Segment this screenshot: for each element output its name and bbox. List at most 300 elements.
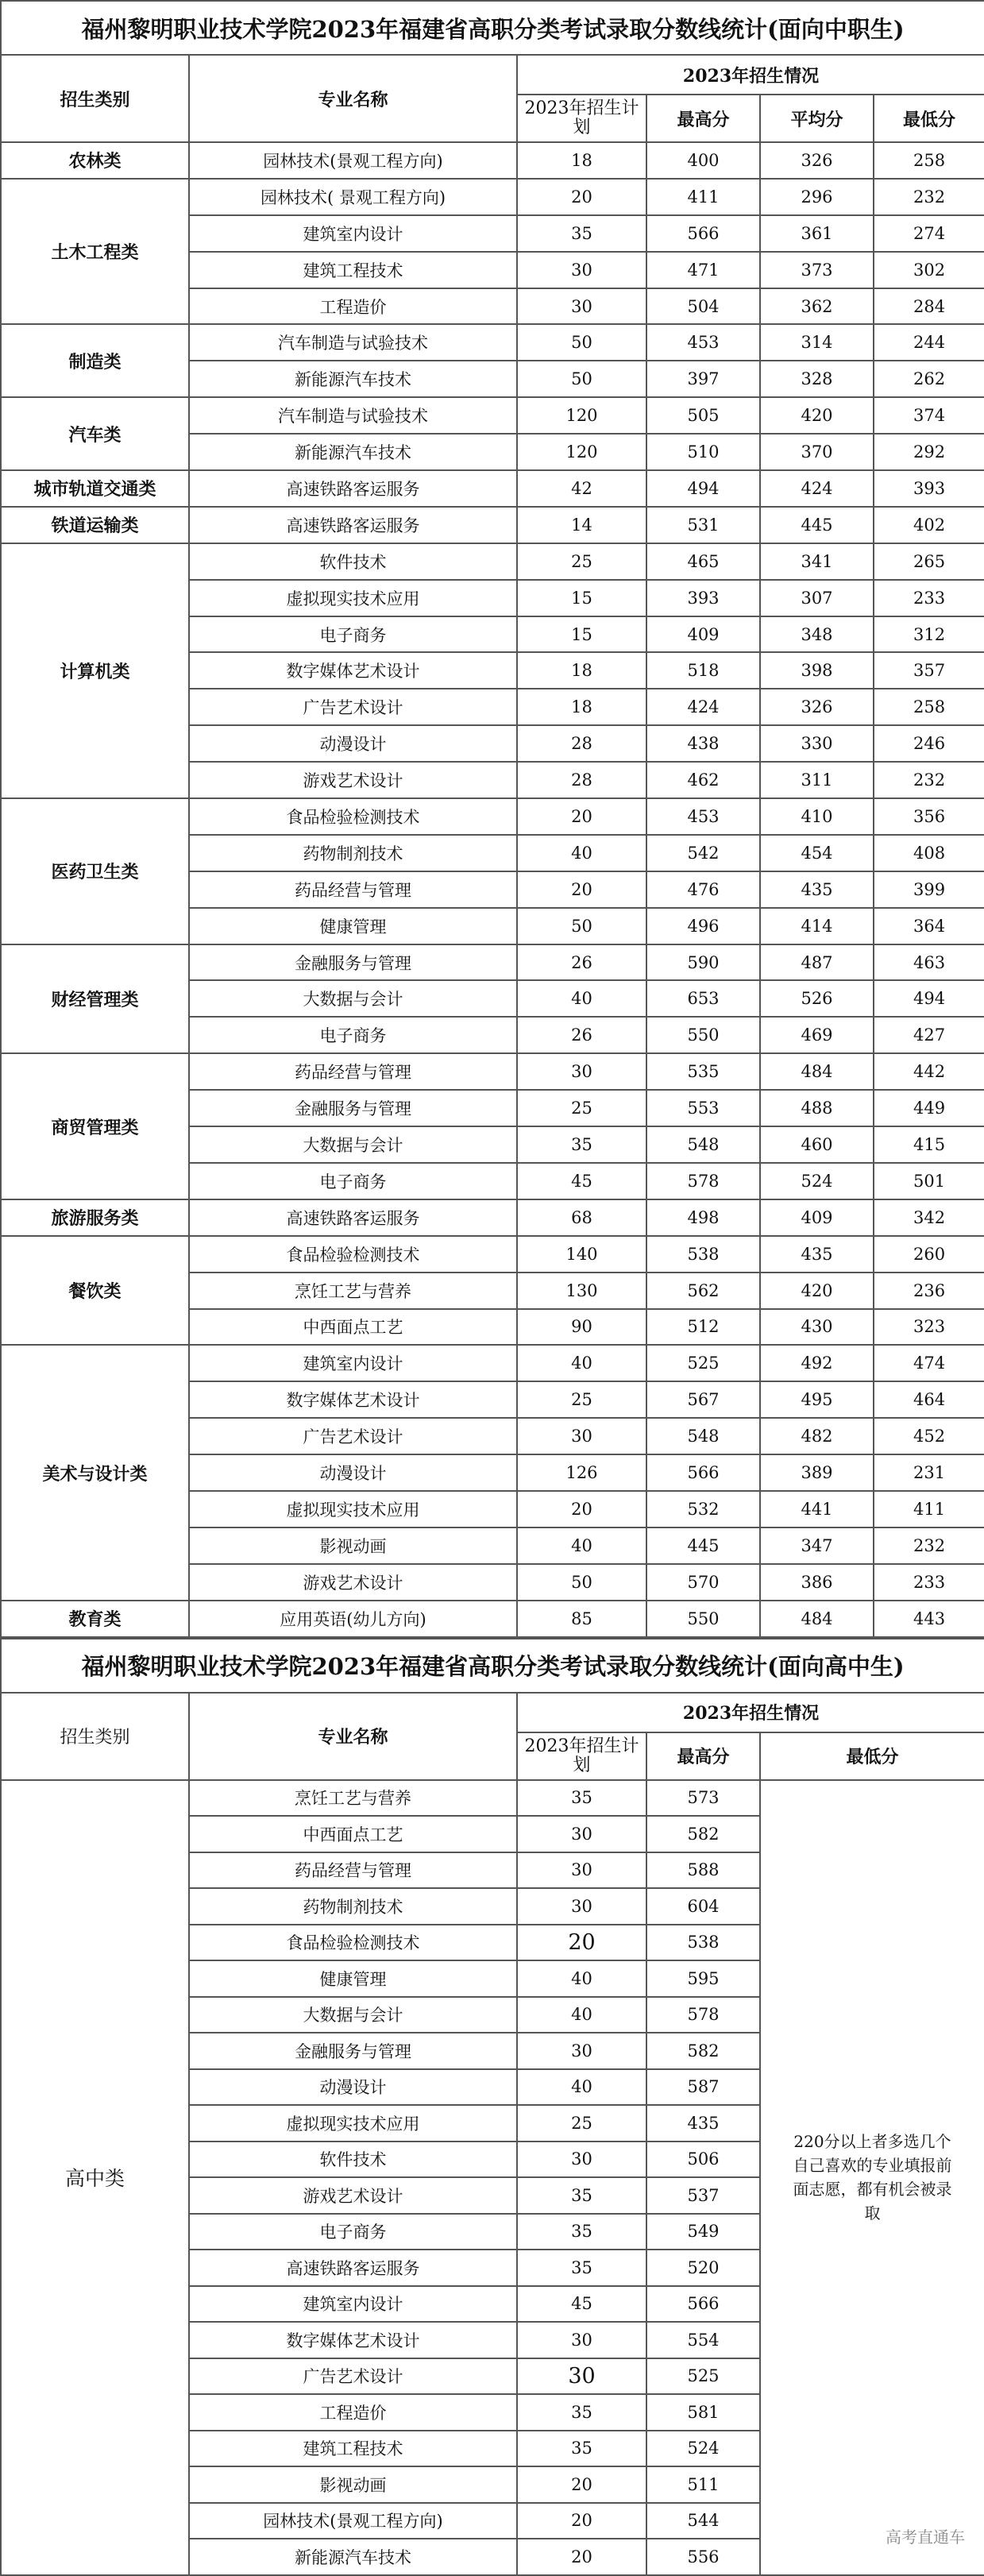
plan-cell: 50 xyxy=(517,361,646,397)
plan-cell: 40 xyxy=(517,835,646,871)
max-score-cell: 548 xyxy=(646,1418,760,1454)
major-cell: 园林技术( 景观工程方向) xyxy=(189,179,517,215)
min-score-cell: 399 xyxy=(874,871,984,908)
plan-cell: 40 xyxy=(517,2069,646,2106)
category-cell: 高中类 xyxy=(1,1780,189,2575)
plan-cell: 15 xyxy=(517,580,646,616)
avg-score-cell: 307 xyxy=(760,580,874,616)
major-cell: 园林技术(景观工程方向) xyxy=(189,2503,517,2539)
plan-cell: 50 xyxy=(517,908,646,944)
plan-cell: 126 xyxy=(517,1454,646,1491)
max-score-cell: 524 xyxy=(646,2431,760,2467)
min-score-cell: 415 xyxy=(874,1126,984,1163)
plan-cell: 15 xyxy=(517,616,646,653)
max-score-cell: 537 xyxy=(646,2177,760,2214)
major-cell: 汽车制造与试验技术 xyxy=(189,397,517,434)
major-cell: 建筑室内设计 xyxy=(189,1345,517,1381)
max-score-cell: 400 xyxy=(646,142,760,179)
avg-score-cell: 341 xyxy=(760,543,874,580)
min-score-cell: 312 xyxy=(874,616,984,653)
category-cell: 城市轨道交通类 xyxy=(1,470,189,507)
avg-score-cell: 524 xyxy=(760,1163,874,1199)
max-score-cell: 578 xyxy=(646,1163,760,1199)
major-cell: 高速铁路客运服务 xyxy=(189,470,517,507)
plan-cell: 30 xyxy=(517,2142,646,2178)
plan-cell: 25 xyxy=(517,1090,646,1126)
plan-cell: 28 xyxy=(517,725,646,762)
avg-score-cell: 361 xyxy=(760,215,874,252)
avg-score-cell: 409 xyxy=(760,1199,874,1236)
max-score-cell: 588 xyxy=(646,1852,760,1889)
major-cell: 大数据与会计 xyxy=(189,1126,517,1163)
max-score-cell: 498 xyxy=(646,1199,760,1236)
table-row xyxy=(1,179,984,215)
major-cell: 药品经营与管理 xyxy=(189,1053,517,1090)
min-score-cell: 464 xyxy=(874,1381,984,1418)
plan-cell: 35 xyxy=(517,2250,646,2286)
min-score-cell: 427 xyxy=(874,1017,984,1053)
major-cell: 烹饪工艺与营养 xyxy=(189,1780,517,1817)
max-score-cell: 535 xyxy=(646,1053,760,1090)
major-cell: 广告艺术设计 xyxy=(189,2358,517,2395)
table-row xyxy=(1,1053,984,1090)
min-score-cell: 233 xyxy=(874,1564,984,1601)
avg-score-cell: 314 xyxy=(760,324,874,361)
avg-score-cell: 348 xyxy=(760,616,874,653)
max-score-cell: 397 xyxy=(646,361,760,397)
plan-cell: 45 xyxy=(517,1163,646,1199)
max-score-cell: 471 xyxy=(646,252,760,288)
major-cell: 软件技术 xyxy=(189,543,517,580)
max-score-cell: 494 xyxy=(646,470,760,507)
plan-cell: 30 xyxy=(517,2322,646,2358)
plan-cell: 140 xyxy=(517,1236,646,1273)
max-score-cell: 538 xyxy=(646,1925,760,1961)
major-cell: 工程造价 xyxy=(189,2394,517,2431)
max-score-cell: 556 xyxy=(646,2539,760,2575)
max-score-cell: 453 xyxy=(646,798,760,835)
min-score-cell: 463 xyxy=(874,944,984,981)
avg-score-cell: 410 xyxy=(760,798,874,835)
score-table-highschool xyxy=(0,1638,984,2576)
plan-cell: 35 xyxy=(517,215,646,252)
min-score-cell: 449 xyxy=(874,1090,984,1126)
major-cell: 广告艺术设计 xyxy=(189,1418,517,1454)
major-cell: 数字媒体艺术设计 xyxy=(189,2322,517,2358)
max-score-cell: 570 xyxy=(646,1564,760,1601)
avg-score-cell: 326 xyxy=(760,142,874,179)
major-cell: 金融服务与管理 xyxy=(189,1090,517,1126)
major-cell: 数字媒体艺术设计 xyxy=(189,652,517,689)
category-cell: 农林类 xyxy=(1,142,189,179)
plan-cell: 26 xyxy=(517,1017,646,1053)
avg-score-cell: 460 xyxy=(760,1126,874,1163)
min-score-cell: 284 xyxy=(874,288,984,325)
major-cell: 建筑工程技术 xyxy=(189,2431,517,2467)
max-score-cell: 496 xyxy=(646,908,760,944)
plan-cell: 35 xyxy=(517,2431,646,2467)
plan-cell: 120 xyxy=(517,434,646,470)
category-cell: 汽车类 xyxy=(1,397,189,470)
max-score-cell: 538 xyxy=(646,1236,760,1273)
min-score-cell: 232 xyxy=(874,179,984,215)
plan-cell: 20 xyxy=(517,1491,646,1527)
major-cell: 高速铁路客运服务 xyxy=(189,1199,517,1236)
major-cell: 新能源汽车技术 xyxy=(189,434,517,470)
major-cell: 大数据与会计 xyxy=(189,980,517,1017)
table-row xyxy=(1,1236,984,1273)
min-score-cell: 356 xyxy=(874,798,984,835)
max-score-cell: 554 xyxy=(646,2322,760,2358)
major-cell: 食品检验检测技术 xyxy=(189,1925,517,1961)
max-score-cell: 505 xyxy=(646,397,760,434)
plan-cell: 40 xyxy=(517,1345,646,1381)
max-score-cell: 544 xyxy=(646,2503,760,2539)
avg-score-cell: 526 xyxy=(760,980,874,1017)
max-score-cell: 548 xyxy=(646,1126,760,1163)
min-score-cell: 274 xyxy=(874,215,984,252)
table-row xyxy=(1,1601,984,1637)
major-cell: 虚拟现实技术应用 xyxy=(189,580,517,616)
plan-cell: 40 xyxy=(517,1997,646,2033)
category-cell: 财经管理类 xyxy=(1,944,189,1054)
max-score-cell: 520 xyxy=(646,2250,760,2286)
avg-score-cell: 370 xyxy=(760,434,874,470)
major-cell: 汽车制造与试验技术 xyxy=(189,324,517,361)
min-score-cell: 452 xyxy=(874,1418,984,1454)
table-row xyxy=(1,470,984,507)
max-score-cell: 553 xyxy=(646,1090,760,1126)
plan-cell: 30 xyxy=(517,2033,646,2069)
major-cell: 园林技术(景观工程方向) xyxy=(189,142,517,179)
category-cell: 教育类 xyxy=(1,1601,189,1637)
major-cell: 健康管理 xyxy=(189,908,517,944)
avg-score-cell: 430 xyxy=(760,1309,874,1346)
category-cell: 美术与设计类 xyxy=(1,1345,189,1600)
plan-cell: 40 xyxy=(517,980,646,1017)
category-cell: 计算机类 xyxy=(1,543,189,798)
category-cell: 旅游服务类 xyxy=(1,1199,189,1236)
avg-score-cell: 435 xyxy=(760,871,874,908)
major-cell: 药物制剂技术 xyxy=(189,835,517,871)
header-category: 招生类别 xyxy=(1,55,189,142)
min-score-cell: 233 xyxy=(874,580,984,616)
major-cell: 新能源汽车技术 xyxy=(189,2539,517,2575)
max-score-cell: 518 xyxy=(646,652,760,689)
avg-score-cell: 414 xyxy=(760,908,874,944)
plan-cell: 50 xyxy=(517,324,646,361)
min-score-cell: 302 xyxy=(874,252,984,288)
min-score-cell: 323 xyxy=(874,1309,984,1346)
header-max: 最高分 xyxy=(646,95,760,142)
category-cell: 商贸管理类 xyxy=(1,1053,189,1199)
avg-score-cell: 469 xyxy=(760,1017,874,1053)
table-row xyxy=(1,798,984,835)
min-score-cell: 364 xyxy=(874,908,984,944)
min-score-cell: 258 xyxy=(874,689,984,725)
max-score-cell: 438 xyxy=(646,725,760,762)
plan-cell: 130 xyxy=(517,1273,646,1309)
plan-cell: 18 xyxy=(517,652,646,689)
max-score-cell: 604 xyxy=(646,1888,760,1925)
max-score-cell: 582 xyxy=(646,2033,760,2069)
min-score-cell: 357 xyxy=(874,652,984,689)
plan-cell: 85 xyxy=(517,1601,646,1637)
plan-cell: 20 xyxy=(517,179,646,215)
plan-cell: 45 xyxy=(517,2286,646,2323)
max-score-cell: 411 xyxy=(646,179,760,215)
avg-score-cell: 311 xyxy=(760,762,874,798)
plan-cell: 30 xyxy=(517,1852,646,1889)
max-score-cell: 582 xyxy=(646,1816,760,1852)
avg-score-cell: 424 xyxy=(760,470,874,507)
category-cell: 铁道运输类 xyxy=(1,507,189,543)
max-score-cell: 393 xyxy=(646,580,760,616)
header-min: 最低分 xyxy=(874,95,984,142)
min-score-cell: 501 xyxy=(874,1163,984,1199)
avg-score-cell: 328 xyxy=(760,361,874,397)
avg-score-cell: 420 xyxy=(760,397,874,434)
avg-score-cell: 441 xyxy=(760,1491,874,1527)
header-group: 2023年招生情况 xyxy=(517,55,984,95)
max-score-cell: 424 xyxy=(646,689,760,725)
avg-score-cell: 373 xyxy=(760,252,874,288)
avg-score-cell: 362 xyxy=(760,288,874,325)
max-score-cell: 566 xyxy=(646,1454,760,1491)
avg-score-cell: 386 xyxy=(760,1564,874,1601)
header-min: 最低分 xyxy=(760,1732,984,1780)
min-score-note: 220分以上者多选几个自己喜欢的专业填报前面志愿，都有机会被录取 xyxy=(760,1780,984,2575)
plan-cell: 20 xyxy=(517,2503,646,2539)
min-score-cell: 246 xyxy=(874,725,984,762)
plan-cell: 20 xyxy=(517,798,646,835)
max-score-cell: 566 xyxy=(646,215,760,252)
plan-cell: 90 xyxy=(517,1309,646,1346)
plan-cell: 18 xyxy=(517,689,646,725)
max-score-cell: 512 xyxy=(646,1309,760,1346)
major-cell: 电子商务 xyxy=(189,1163,517,1199)
header-avg: 平均分 xyxy=(760,95,874,142)
major-cell: 大数据与会计 xyxy=(189,1997,517,2033)
max-score-cell: 581 xyxy=(646,2394,760,2431)
header-major: 专业名称 xyxy=(189,55,517,142)
category-cell: 医药卫生类 xyxy=(1,798,189,944)
plan-cell: 30 xyxy=(517,252,646,288)
avg-score-cell: 389 xyxy=(760,1454,874,1491)
major-cell: 游戏艺术设计 xyxy=(189,2177,517,2214)
plan-cell: 40 xyxy=(517,1960,646,1997)
min-score-cell: 342 xyxy=(874,1199,984,1236)
max-score-cell: 511 xyxy=(646,2466,760,2503)
plan-cell: 20 xyxy=(517,871,646,908)
major-cell: 广告艺术设计 xyxy=(189,689,517,725)
plan-cell: 20 xyxy=(517,2466,646,2503)
major-cell: 药物制剂技术 xyxy=(189,1888,517,1925)
max-score-cell: 445 xyxy=(646,1527,760,1564)
min-score-cell: 244 xyxy=(874,324,984,361)
min-score-cell: 236 xyxy=(874,1273,984,1309)
max-score-cell: 435 xyxy=(646,2105,760,2142)
avg-score-cell: 482 xyxy=(760,1418,874,1454)
max-score-cell: 409 xyxy=(646,616,760,653)
plan-cell: 50 xyxy=(517,1564,646,1601)
major-cell: 金融服务与管理 xyxy=(189,2033,517,2069)
table-row xyxy=(1,543,984,580)
plan-cell: 30 xyxy=(517,1418,646,1454)
plan-cell: 30 xyxy=(517,1053,646,1090)
avg-score-cell: 326 xyxy=(760,689,874,725)
plan-cell: 28 xyxy=(517,762,646,798)
major-cell: 游戏艺术设计 xyxy=(189,1564,517,1601)
table2-title: 福州黎明职业技术学院2023年福建省高职分类考试录取分数线统计(面向高中生) xyxy=(1,1639,984,1693)
avg-score-cell: 488 xyxy=(760,1090,874,1126)
major-cell: 应用英语(幼儿方向) xyxy=(189,1601,517,1637)
major-cell: 影视动画 xyxy=(189,2466,517,2503)
major-cell: 烹饪工艺与营养 xyxy=(189,1273,517,1309)
max-score-cell: 562 xyxy=(646,1273,760,1309)
plan-cell: 35 xyxy=(517,2214,646,2250)
table-row xyxy=(1,142,984,179)
table-row xyxy=(1,507,984,543)
min-score-cell: 402 xyxy=(874,507,984,543)
min-score-cell: 231 xyxy=(874,1454,984,1491)
plan-cell: 30 xyxy=(517,2358,646,2395)
plan-cell: 30 xyxy=(517,288,646,325)
avg-score-cell: 435 xyxy=(760,1236,874,1273)
avg-score-cell: 484 xyxy=(760,1053,874,1090)
major-cell: 新能源汽车技术 xyxy=(189,361,517,397)
min-score-cell: 494 xyxy=(874,980,984,1017)
max-score-cell: 573 xyxy=(646,1780,760,1817)
major-cell: 电子商务 xyxy=(189,1017,517,1053)
avg-score-cell: 484 xyxy=(760,1601,874,1637)
max-score-cell: 578 xyxy=(646,1997,760,2033)
table-row xyxy=(1,324,984,361)
min-score-cell: 232 xyxy=(874,1527,984,1564)
min-score-cell: 474 xyxy=(874,1345,984,1381)
major-cell: 建筑室内设计 xyxy=(189,2286,517,2323)
max-score-cell: 462 xyxy=(646,762,760,798)
major-cell: 电子商务 xyxy=(189,616,517,653)
table-row xyxy=(1,1199,984,1236)
min-score-cell: 411 xyxy=(874,1491,984,1527)
min-score-cell: 393 xyxy=(874,470,984,507)
major-cell: 游戏艺术设计 xyxy=(189,762,517,798)
major-cell: 软件技术 xyxy=(189,2142,517,2178)
major-cell: 虚拟现实技术应用 xyxy=(189,1491,517,1527)
max-score-cell: 453 xyxy=(646,324,760,361)
plan-cell: 14 xyxy=(517,507,646,543)
min-score-cell: 232 xyxy=(874,762,984,798)
plan-cell: 18 xyxy=(517,142,646,179)
plan-cell: 40 xyxy=(517,1527,646,1564)
avg-score-cell: 296 xyxy=(760,179,874,215)
avg-score-cell: 454 xyxy=(760,835,874,871)
plan-cell: 30 xyxy=(517,1888,646,1925)
plan-cell: 35 xyxy=(517,2177,646,2214)
min-score-cell: 262 xyxy=(874,361,984,397)
major-cell: 建筑室内设计 xyxy=(189,215,517,252)
major-cell: 电子商务 xyxy=(189,2214,517,2250)
max-score-cell: 549 xyxy=(646,2214,760,2250)
category-cell: 餐饮类 xyxy=(1,1236,189,1346)
plan-cell: 35 xyxy=(517,2394,646,2431)
table-row xyxy=(1,1780,984,1817)
table-row xyxy=(1,944,984,981)
max-score-cell: 590 xyxy=(646,944,760,981)
major-cell: 药品经营与管理 xyxy=(189,1852,517,1889)
avg-score-cell: 398 xyxy=(760,652,874,689)
max-score-cell: 532 xyxy=(646,1491,760,1527)
major-cell: 高速铁路客运服务 xyxy=(189,2250,517,2286)
min-score-cell: 258 xyxy=(874,142,984,179)
min-score-cell: 292 xyxy=(874,434,984,470)
plan-cell: 35 xyxy=(517,1126,646,1163)
major-cell: 金融服务与管理 xyxy=(189,944,517,981)
max-score-cell: 476 xyxy=(646,871,760,908)
plan-cell: 25 xyxy=(517,1381,646,1418)
min-score-cell: 260 xyxy=(874,1236,984,1273)
max-score-cell: 504 xyxy=(646,288,760,325)
avg-score-cell: 330 xyxy=(760,725,874,762)
major-cell: 健康管理 xyxy=(189,1960,517,1997)
header-plan: 2023年招生计划 xyxy=(517,95,646,142)
major-cell: 动漫设计 xyxy=(189,725,517,762)
avg-score-cell: 487 xyxy=(760,944,874,981)
max-score-cell: 595 xyxy=(646,1960,760,1997)
max-score-cell: 542 xyxy=(646,835,760,871)
avg-score-cell: 420 xyxy=(760,1273,874,1309)
min-score-cell: 374 xyxy=(874,397,984,434)
major-cell: 动漫设计 xyxy=(189,1454,517,1491)
plan-cell: 26 xyxy=(517,944,646,981)
watermark: 高考直通车 xyxy=(886,2528,965,2547)
table-row xyxy=(1,397,984,434)
header-major: 专业名称 xyxy=(189,1693,517,1780)
header-category: 招生类别 xyxy=(1,1693,189,1780)
header-group: 2023年招生情况 xyxy=(517,1693,984,1732)
max-score-cell: 465 xyxy=(646,543,760,580)
max-score-cell: 506 xyxy=(646,2142,760,2178)
category-cell: 土木工程类 xyxy=(1,179,189,325)
max-score-cell: 587 xyxy=(646,2069,760,2106)
plan-cell: 25 xyxy=(517,543,646,580)
min-score-cell: 442 xyxy=(874,1053,984,1090)
max-score-cell: 525 xyxy=(646,1345,760,1381)
major-cell: 影视动画 xyxy=(189,1527,517,1564)
max-score-cell: 550 xyxy=(646,1601,760,1637)
min-score-cell: 443 xyxy=(874,1601,984,1637)
avg-score-cell: 492 xyxy=(760,1345,874,1381)
min-score-cell: 265 xyxy=(874,543,984,580)
major-cell: 工程造价 xyxy=(189,288,517,325)
major-cell: 食品检验检测技术 xyxy=(189,798,517,835)
max-score-cell: 525 xyxy=(646,2358,760,2395)
table-row xyxy=(1,1345,984,1381)
min-score-cell: 408 xyxy=(874,835,984,871)
plan-cell: 68 xyxy=(517,1199,646,1236)
plan-cell: 25 xyxy=(517,2105,646,2142)
max-score-cell: 550 xyxy=(646,1017,760,1053)
max-score-cell: 531 xyxy=(646,507,760,543)
category-cell: 制造类 xyxy=(1,324,189,397)
major-cell: 建筑工程技术 xyxy=(189,252,517,288)
major-cell: 数字媒体艺术设计 xyxy=(189,1381,517,1418)
max-score-cell: 653 xyxy=(646,980,760,1017)
major-cell: 食品检验检测技术 xyxy=(189,1236,517,1273)
table1-title: 福州黎明职业技术学院2023年福建省高职分类考试录取分数线统计(面向中职生) xyxy=(1,1,984,55)
avg-score-cell: 495 xyxy=(760,1381,874,1418)
